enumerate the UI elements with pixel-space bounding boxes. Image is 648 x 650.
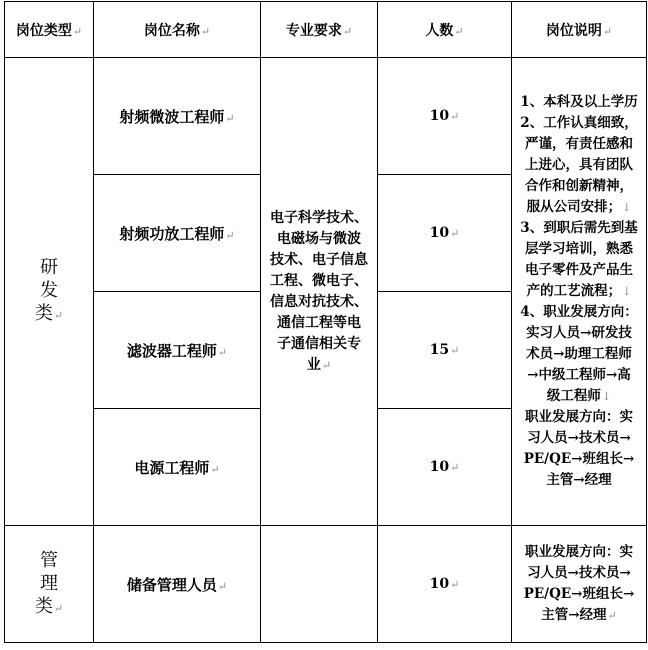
- major-requirement-empty: [261, 526, 378, 643]
- headcount: 10↵: [378, 526, 512, 643]
- header-position: 岗位名称↵: [94, 2, 261, 58]
- position-name: 电源工程师↵: [94, 409, 261, 526]
- recruitment-table: [4, 1, 647, 643]
- description-mgmt: 职业发展方向：实 习人员→技术员→ PE/QE→班组长→ 主管→经理↵: [512, 526, 647, 643]
- major-requirement: 电子科学技术、 电磁场与微波 技术、电子信息 工程、微电子、 信息对抗技术、 通信工程等电 子通信相关专 业↵: [261, 58, 378, 526]
- table-row: [5, 526, 647, 643]
- header-row: [5, 2, 647, 58]
- header-major: 专业要求↵: [261, 2, 378, 58]
- position-name: 射频功放工程师↵: [94, 175, 261, 292]
- header-count: 人数↵: [378, 2, 512, 58]
- header-description: 岗位说明↵: [512, 2, 647, 58]
- position-name: 储备管理人员↵: [94, 526, 261, 643]
- table-row: [5, 58, 647, 175]
- headcount: 10↵: [378, 175, 512, 292]
- headcount: 10↵: [378, 409, 512, 526]
- header-category: 岗位类型↵: [5, 2, 94, 58]
- position-name: 射频微波工程师↵: [94, 58, 261, 175]
- headcount: 10↵: [378, 58, 512, 175]
- position-name: 滤波器工程师↵: [94, 292, 261, 409]
- category-mgmt: 管 理 类↵: [5, 526, 94, 643]
- description-rd: 1、本科及以上学历 2、工作认真细致， 严谨，有责任感和 上进心，具有团队 合作和创新精神， 服从公司安排；↓ 3、到职后需先到基 层学习培训，熟悉 电子零件及产品生 产的工艺流程；↓ 4、职业发展方向： 实习人员→研发技 术员→助理工程师 →中级工程师→高 级工程师↓ 职业发展方向：实 习人员→技术员→ PE/QE→班组长→ 主管→经理: [512, 58, 647, 526]
- headcount: 15↵: [378, 292, 512, 409]
- category-rd: 研 发 类↵: [5, 58, 94, 526]
